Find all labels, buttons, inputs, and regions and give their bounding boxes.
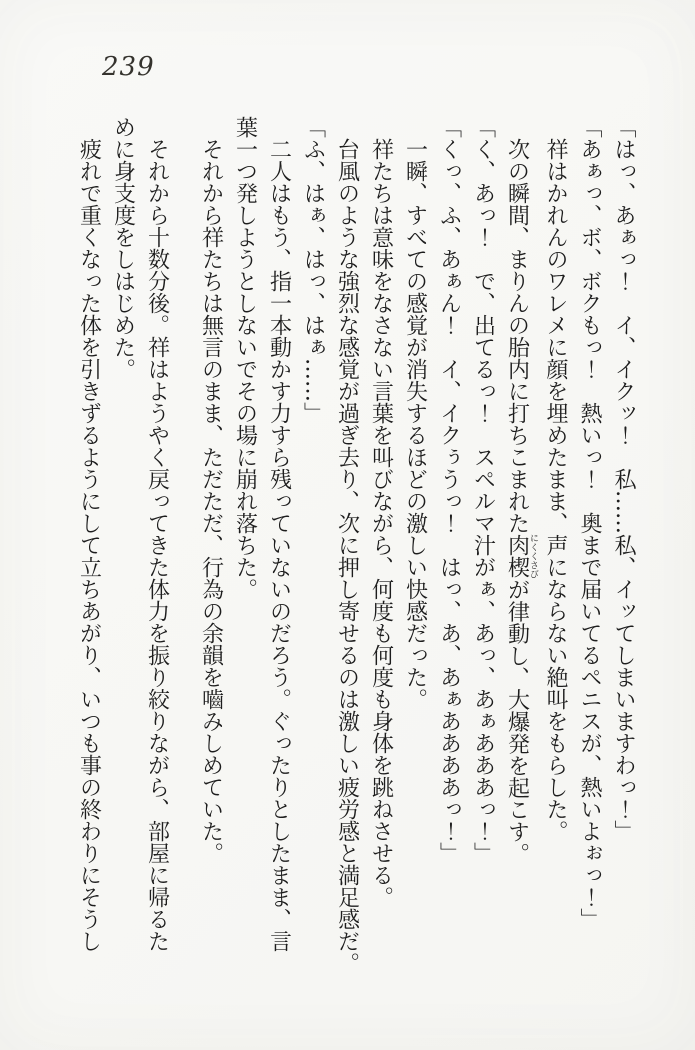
text-line: 葉一つ発しようとしないでその場に崩れ落ちた。: [232, 116, 258, 600]
vertical-text-block: [72, 116, 641, 974]
text-line: 「あぁっ、ボ、ボクもっ！ 熱いっ！ 奥まで届いてるペニスが、熱いよぉっ！」: [577, 116, 602, 930]
text-line: 次の瞬間、まりんの胎内に打ちこまれた肉楔にくくさびが律動し、大爆発を起こす。: [504, 138, 538, 865]
text-line: 「く、あっ！ で、出てるっ！ スペルマ汁がぁ、あっ、あぁあああっ！」: [470, 116, 496, 864]
text-line: それから十数分後。祥はようやく戻ってきた体力を振り絞りながら、部屋に帰るた: [144, 138, 170, 952]
text-line: 一瞬、すべての感覚が消失するほどの激しい快感だった。: [402, 138, 428, 710]
text-line: 「はっ、あぁっ！ イ、イクッ！ 私……私、イッてしまいますわっ！」: [611, 116, 636, 842]
text-line: 祥たちは意味をなさない言葉を叫びながら、何度も何度も身体を跳ねさせる。: [368, 138, 394, 908]
text-line: 二人はもう、指一本動かす力すら残っていないのだろう。ぐったりとしたまま、言: [266, 138, 292, 952]
text-line: めに身支度をしはじめた。: [110, 116, 136, 380]
page-number: 239: [102, 52, 155, 82]
text-line: 祥はかれんのワレメに顔を埋めたまま、声にならない絶叫をもらした。: [543, 138, 568, 842]
text-line: 疲れで重くなった体を引きずるようにして立ちあがり、いつも事の終わりにそうし: [76, 138, 102, 952]
furigana-ruby: 肉楔にくくさび: [504, 533, 538, 579]
text-line: 台風のような強烈な感覚が過ぎ去り、次に押し寄せるのは激しい疲労感と満足感だ。: [334, 138, 360, 974]
text-line: 「ふ、はぁ、はっ、はぁ……」: [300, 116, 326, 424]
text-line: 「くっ、ふ、あぁん！ イ、イクぅうっ！ はっ、あ、あぁああああっ！」: [436, 116, 462, 864]
text-line: それから祥たちは無言のまま、ただただ、行為の余韻を嚙みしめていた。: [198, 138, 224, 864]
